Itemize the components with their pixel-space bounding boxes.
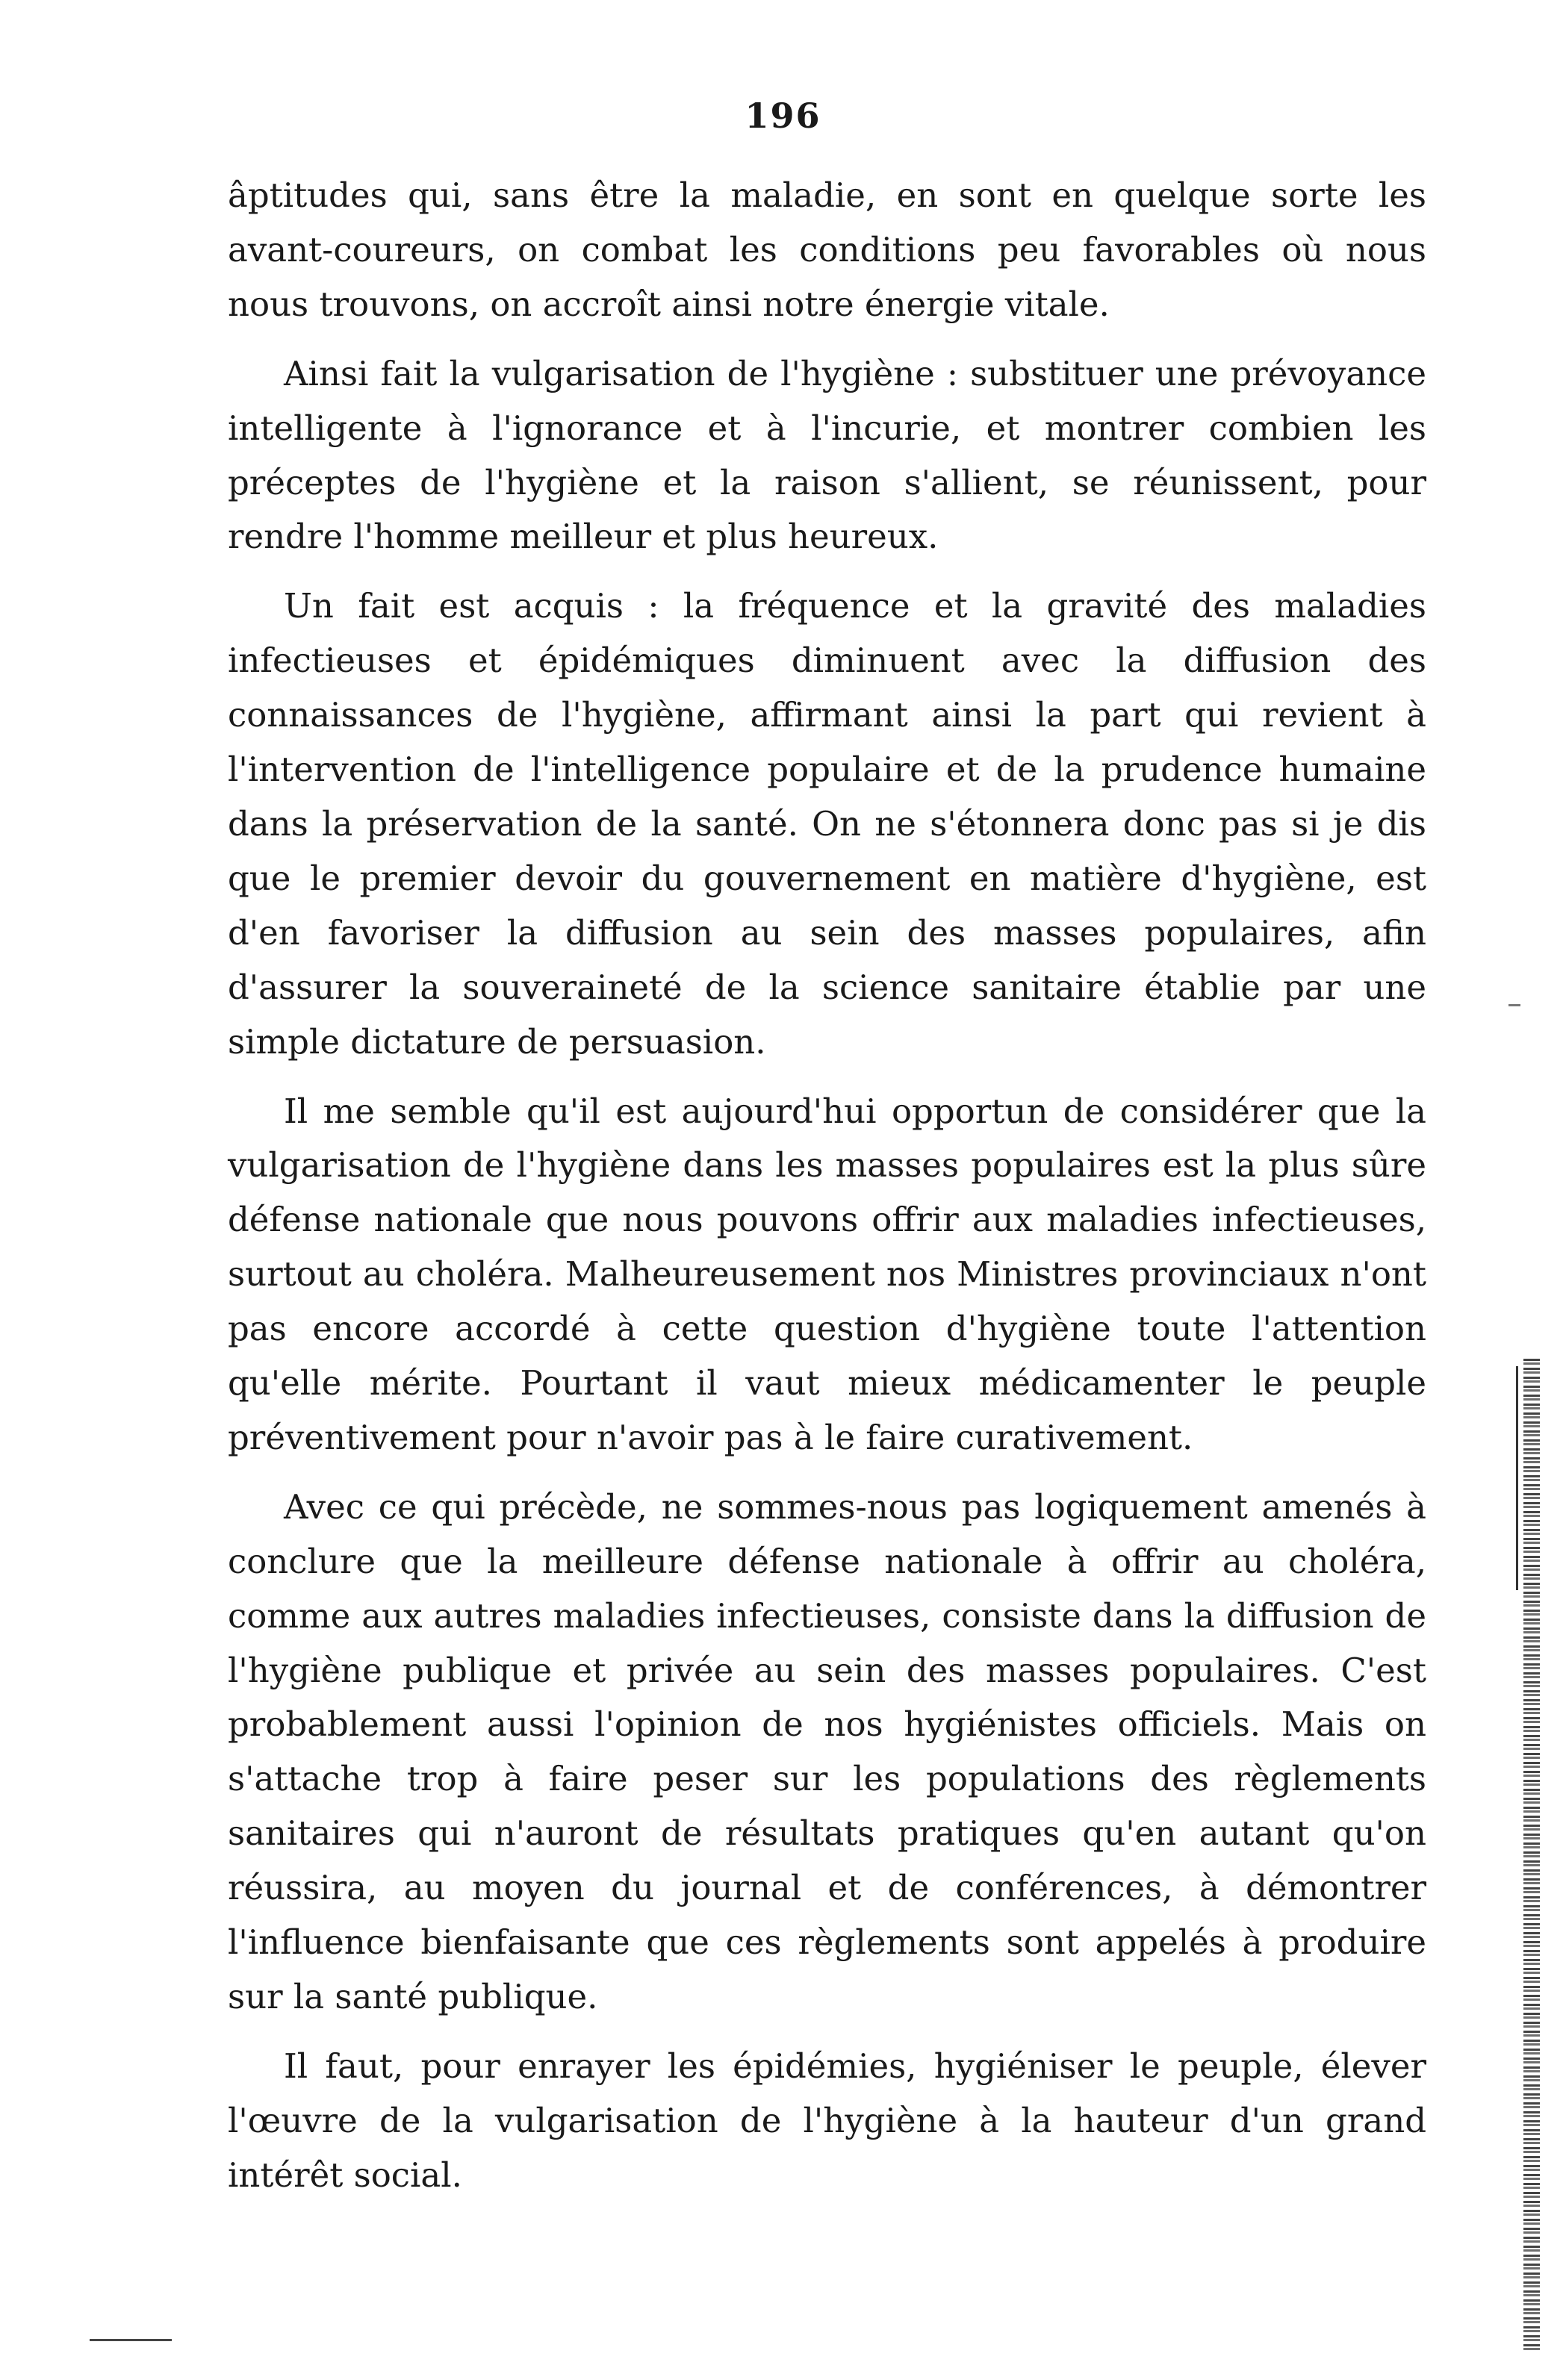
margin-mark: [1508, 1004, 1520, 1006]
scan-edge-artifact: [1523, 1359, 1540, 2352]
paragraph-conclusion: Avec ce qui précède, ne sommes-nous pas logiquement amenés à conclure que la meilleure défense nationale à offrir au choléra, comme aux autres maladies infectieuses, consiste dans la diffusion de l'hygiène publique et privée au sein des masses populaires. C'est probablement aussi l'opinion de nos hygiénistes officiels. Mais on s'attache trop à faire peser sur les populations des règlements sanitaires qui n'auront de résultats pratiques qu'en autant qu'on réussira, au moyen du journal et de conférences, à démontrer l'influence bienfaisante que ces règlements sont appelés à produire sur la santé publique.: [228, 1486, 1426, 2016]
paragraph-vulgarisation: Ainsi fait la vulgarisation de l'hygiène : substituer une prévoyance intelligente à l'ignorance et à l'incurie, et montrer combien les préceptes de l'hygiène et la raison s'allient, se réunissent, pour rendre l'homme meilleur et plus heureux.: [228, 353, 1426, 557]
paragraph-continuation: âptitudes qui, sans être la maladie, en sont en quelque sorte les avant-coureurs, on combat les conditions peu favorables où nous nous trouvons, on accroît ainsi notre énergie vitale.: [228, 175, 1426, 324]
paragraph-fait-acquis: Un fait est acquis : la fréquence et la gravité des maladies infectieuses et épidémiques diminuent avec la diffusion des connaissances de l'hygiène, affirmant ainsi la part qui revient à l'intervention de l'intelligence populaire et de la prudence humaine dans la préservation de la santé. On ne s'étonnera donc pas si je dis que le premier devoir du gouvernement en matière d'hygiène, est d'en favoriser la diffusion au sein des masses populaires, afin d'assurer la souveraineté de la science sanitaire établie par une simple dictature de persuasion.: [228, 586, 1426, 1062]
footer-rule: [90, 2339, 172, 2341]
page-number: 196: [745, 96, 821, 136]
scan-edge-line: [1516, 1366, 1518, 1590]
paragraph-defense-nationale: Il me semble qu'il est aujourd'hui opportun de considérer que la vulgarisation de l'hygiène dans les masses populaires est la plus sûre défense nationale que nous pouvons offrir aux maladies infectieuses, surtout au choléra. Malheureusement nos Ministres provinciaux n'ont pas encore accordé à cette question d'hygiène toute l'attention qu'elle mérite. Pourtant il vaut mieux médicamenter le peuple préventivement pour n'avoir pas à le faire curativement.: [228, 1091, 1426, 1457]
paragraph-final: Il faut, pour enrayer les épidémies, hygiéniser le peuple, élever l'œuvre de la vulgarisation de l'hygiène à la hauteur d'un grand intérêt social.: [228, 2046, 1426, 2195]
body-text: [228, 169, 1426, 2203]
